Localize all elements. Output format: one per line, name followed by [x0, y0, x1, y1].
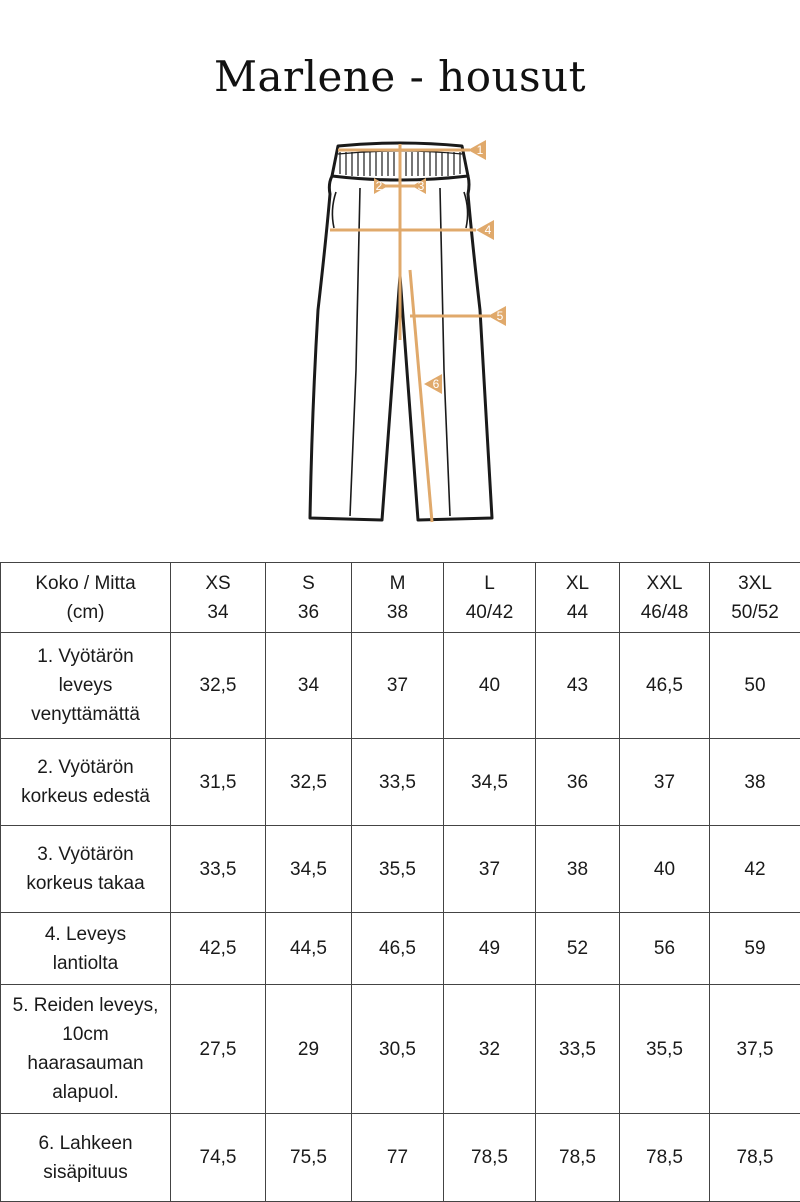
table-cell: 44,5 [266, 913, 352, 985]
table-row [1, 985, 800, 1114]
table-row [1, 826, 800, 913]
size-header [710, 563, 800, 633]
table-cell: 29 [266, 985, 352, 1114]
table-cell: 35,5 [620, 985, 710, 1114]
table-cell: 37 [444, 826, 536, 913]
row-label: 3. Vyötärön korkeus takaa [1, 826, 171, 913]
size-name: XL [566, 573, 589, 594]
table-cell: 43 [536, 633, 620, 739]
size-name: M [390, 573, 406, 594]
row-label: 2. Vyötärön korkeus edestä [1, 739, 171, 826]
table-cell: 78,5 [620, 1114, 710, 1202]
size-eu: 44 [567, 602, 588, 623]
table-cell: 40 [444, 633, 536, 739]
size-eu: 40/42 [466, 602, 514, 623]
table-cell: 38 [536, 826, 620, 913]
table-cell: 33,5 [171, 826, 266, 913]
row-label: 1. Vyötärön leveys venyttämättä [1, 633, 171, 739]
table-cell: 52 [536, 913, 620, 985]
table-cell: 33,5 [536, 985, 620, 1114]
size-eu: 46/48 [641, 602, 689, 623]
size-chart-table [0, 562, 800, 1202]
size-header [171, 563, 266, 633]
size-eu: 38 [387, 602, 408, 623]
page-title: Marlene - housut [0, 52, 800, 101]
table-cell: 46,5 [620, 633, 710, 739]
size-eu: 50/52 [731, 602, 779, 623]
table-cell: 74,5 [171, 1114, 266, 1202]
table-cell: 37 [620, 739, 710, 826]
table-row [1, 633, 800, 739]
table-cell: 38 [710, 739, 800, 826]
table-cell: 42 [710, 826, 800, 913]
table-cell: 56 [620, 913, 710, 985]
table-cell: 78,5 [536, 1114, 620, 1202]
table-cell: 34,5 [444, 739, 536, 826]
size-name: XXL [647, 573, 683, 594]
marker-2-label: 2 [376, 179, 383, 193]
table-cell: 49 [444, 913, 536, 985]
table-cell: 35,5 [352, 826, 444, 913]
table-cell: 31,5 [171, 739, 266, 826]
row-label: 4. Leveys lantiolta [1, 913, 171, 985]
table-row [1, 1114, 800, 1202]
table-cell: 42,5 [171, 913, 266, 985]
table-cell: 75,5 [266, 1114, 352, 1202]
table-row [1, 913, 800, 985]
marker-5-label: 5 [497, 309, 504, 323]
table-cell: 27,5 [171, 985, 266, 1114]
table-cell: 34,5 [266, 826, 352, 913]
table-cell: 32,5 [171, 633, 266, 739]
marker-1-label: 1 [477, 143, 484, 157]
table-cell: 50 [710, 633, 800, 739]
table-cell: 46,5 [352, 913, 444, 985]
table-cell: 37 [352, 633, 444, 739]
table-cell: 37,5 [710, 985, 800, 1114]
row-label: 6. Lahkeen sisäpituus [1, 1114, 171, 1202]
table-cell: 33,5 [352, 739, 444, 826]
size-eu: 34 [207, 602, 228, 623]
table-cell: 78,5 [710, 1114, 800, 1202]
table-cell: 32,5 [266, 739, 352, 826]
row-label: 5. Reiden leveys, 10cm haarasauman alapuol. [1, 985, 171, 1114]
table-row [1, 739, 800, 826]
table-cell: 78,5 [444, 1114, 536, 1202]
table-cell: 59 [710, 913, 800, 985]
table-cell: 32 [444, 985, 536, 1114]
size-eu: 36 [298, 602, 319, 623]
size-name: S [302, 573, 315, 594]
size-header [352, 563, 444, 633]
table-cell: 77 [352, 1114, 444, 1202]
pants-measurement-diagram [290, 130, 530, 530]
table-cell: 34 [266, 633, 352, 739]
marker-6-label: 6 [433, 377, 440, 391]
size-header [444, 563, 536, 633]
table-cell: 36 [536, 739, 620, 826]
marker-3-label: 3 [418, 179, 425, 193]
size-header [266, 563, 352, 633]
table-header-row [1, 563, 800, 633]
size-header [536, 563, 620, 633]
table-cell: 30,5 [352, 985, 444, 1114]
marker-4-label: 4 [485, 223, 492, 237]
header-label: Koko / Mitta (cm) [1, 563, 171, 633]
table-cell: 40 [620, 826, 710, 913]
size-header [620, 563, 710, 633]
size-name: XS [205, 573, 230, 594]
size-name: 3XL [738, 573, 772, 594]
size-name: L [484, 573, 495, 594]
